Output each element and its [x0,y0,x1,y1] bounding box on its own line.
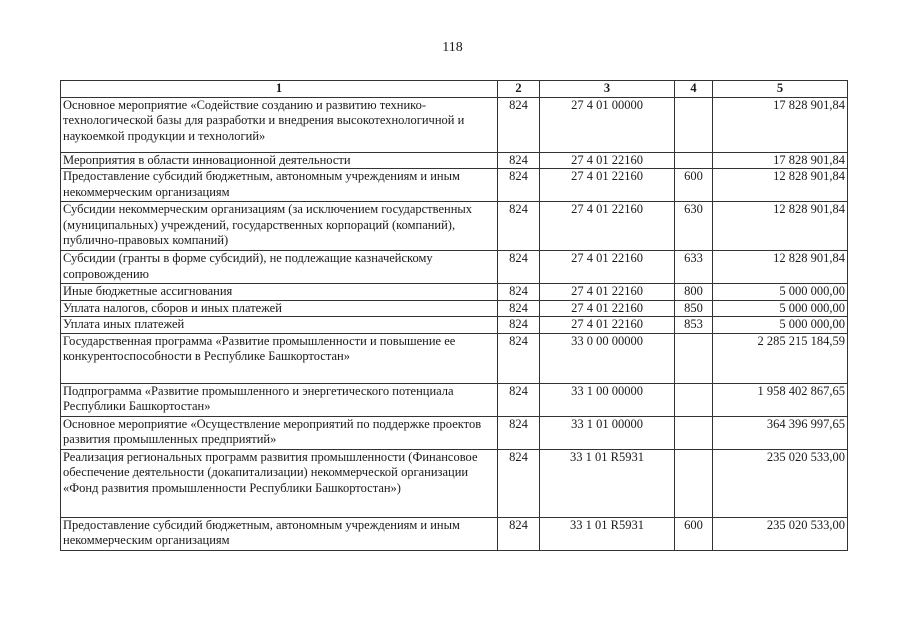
row-target-cell: 33 1 01 R5931 [540,517,675,550]
table-row [61,284,848,301]
row-ministry-cell: 824 [498,449,540,517]
table-row [61,317,848,334]
column-header-amount: 5 [713,81,848,98]
row-target-cell: 33 1 01 R5931 [540,449,675,517]
row-amount-cell: 17 828 901,84 [713,97,848,152]
row-expense-type-cell [675,383,713,416]
row-name-cell: Государственная программа «Развитие промышленности и повышение ее конкурентоспособности в Республике Башкортостан» [61,333,498,383]
row-amount-cell: 17 828 901,84 [713,152,848,169]
row-target-cell: 33 0 00 00000 [540,333,675,383]
row-ministry-cell: 824 [498,333,540,383]
row-ministry-cell: 824 [498,284,540,301]
column-header-expense-type: 4 [675,81,713,98]
row-target-cell: 27 4 01 22160 [540,317,675,334]
row-amount-cell: 2 285 215 184,59 [713,333,848,383]
row-amount-cell: 1 958 402 867,65 [713,383,848,416]
row-ministry-cell: 824 [498,97,540,152]
row-expense-type-cell: 633 [675,251,713,284]
page-number: 118 [442,40,463,55]
table-row [61,333,848,383]
row-target-cell: 33 1 01 00000 [540,416,675,449]
row-expense-type-cell: 630 [675,202,713,251]
row-expense-type-cell: 800 [675,284,713,301]
header-row [61,81,848,98]
row-ministry-cell: 824 [498,383,540,416]
row-expense-type-cell [675,416,713,449]
row-ministry-cell: 824 [498,300,540,317]
table-row [61,169,848,202]
row-amount-cell: 364 396 997,65 [713,416,848,449]
row-name-cell: Уплата налогов, сборов и иных платежей [61,300,498,317]
row-target-cell: 33 1 00 00000 [540,383,675,416]
row-name-cell: Основное мероприятие «Содействие созданию и развитию технико-технологической базы для разработки и внедрения высокотехнологичной и наукоемкой продукции и технологий» [61,97,498,152]
row-amount-cell: 12 828 901,84 [713,202,848,251]
table-row [61,416,848,449]
row-name-cell: Мероприятия в области инновационной деятельности [61,152,498,169]
row-amount-cell: 235 020 533,00 [713,517,848,550]
row-target-cell: 27 4 01 00000 [540,97,675,152]
row-target-cell: 27 4 01 22160 [540,152,675,169]
row-expense-type-cell: 600 [675,517,713,550]
column-header-ministry: 2 [498,81,540,98]
row-expense-type-cell [675,333,713,383]
row-target-cell: 27 4 01 22160 [540,202,675,251]
row-ministry-cell: 824 [498,152,540,169]
row-expense-type-cell [675,97,713,152]
row-ministry-cell: 824 [498,317,540,334]
row-expense-type-cell [675,449,713,517]
column-header-target: 3 [540,81,675,98]
row-name-cell: Подпрограмма «Развитие промышленного и энергетического потенциала Республики Башкортостан» [61,383,498,416]
budget-table [60,80,848,551]
table-row [61,202,848,251]
row-target-cell: 27 4 01 22160 [540,169,675,202]
row-amount-cell: 235 020 533,00 [713,449,848,517]
row-amount-cell: 12 828 901,84 [713,169,848,202]
table-row [61,383,848,416]
row-ministry-cell: 824 [498,202,540,251]
row-name-cell: Предоставление субсидий бюджетным, автономным учреждениям и иным некоммерческим организациям [61,169,498,202]
row-amount-cell: 5 000 000,00 [713,317,848,334]
row-expense-type-cell: 853 [675,317,713,334]
row-target-cell: 27 4 01 22160 [540,251,675,284]
row-expense-type-cell: 850 [675,300,713,317]
table-row [61,251,848,284]
row-amount-cell: 5 000 000,00 [713,300,848,317]
table-row [61,152,848,169]
table-row [61,449,848,517]
row-amount-cell: 12 828 901,84 [713,251,848,284]
row-expense-type-cell [675,152,713,169]
row-expense-type-cell: 600 [675,169,713,202]
row-ministry-cell: 824 [498,517,540,550]
row-ministry-cell: 824 [498,251,540,284]
row-name-cell: Реализация региональных программ развития промышленности (Финансовое обеспечение деятельности (докапитализации) некоммерческой организации «Фонд развития промышленности Республики Башкортостан») [61,449,498,517]
row-name-cell: Субсидии некоммерческим организациям (за исключением государственных (муниципальных) учреждений, государственных корпораций (компаний), публично-правовых компаний) [61,202,498,251]
table-row [61,97,848,152]
column-header-name: 1 [61,81,498,98]
row-name-cell: Предоставление субсидий бюджетным, автономным учреждениям и иным некоммерческим организациям [61,517,498,550]
table-row [61,517,848,550]
row-ministry-cell: 824 [498,169,540,202]
row-name-cell: Иные бюджетные ассигнования [61,284,498,301]
row-name-cell: Уплата иных платежей [61,317,498,334]
row-name-cell: Субсидии (гранты в форме субсидий), не подлежащие казначейскому сопровождению [61,251,498,284]
row-ministry-cell: 824 [498,416,540,449]
row-target-cell: 27 4 01 22160 [540,300,675,317]
row-target-cell: 27 4 01 22160 [540,284,675,301]
row-name-cell: Основное мероприятие «Осуществление мероприятий по поддержке проектов развития промышленных предприятий» [61,416,498,449]
row-amount-cell: 5 000 000,00 [713,284,848,301]
table-row [61,300,848,317]
